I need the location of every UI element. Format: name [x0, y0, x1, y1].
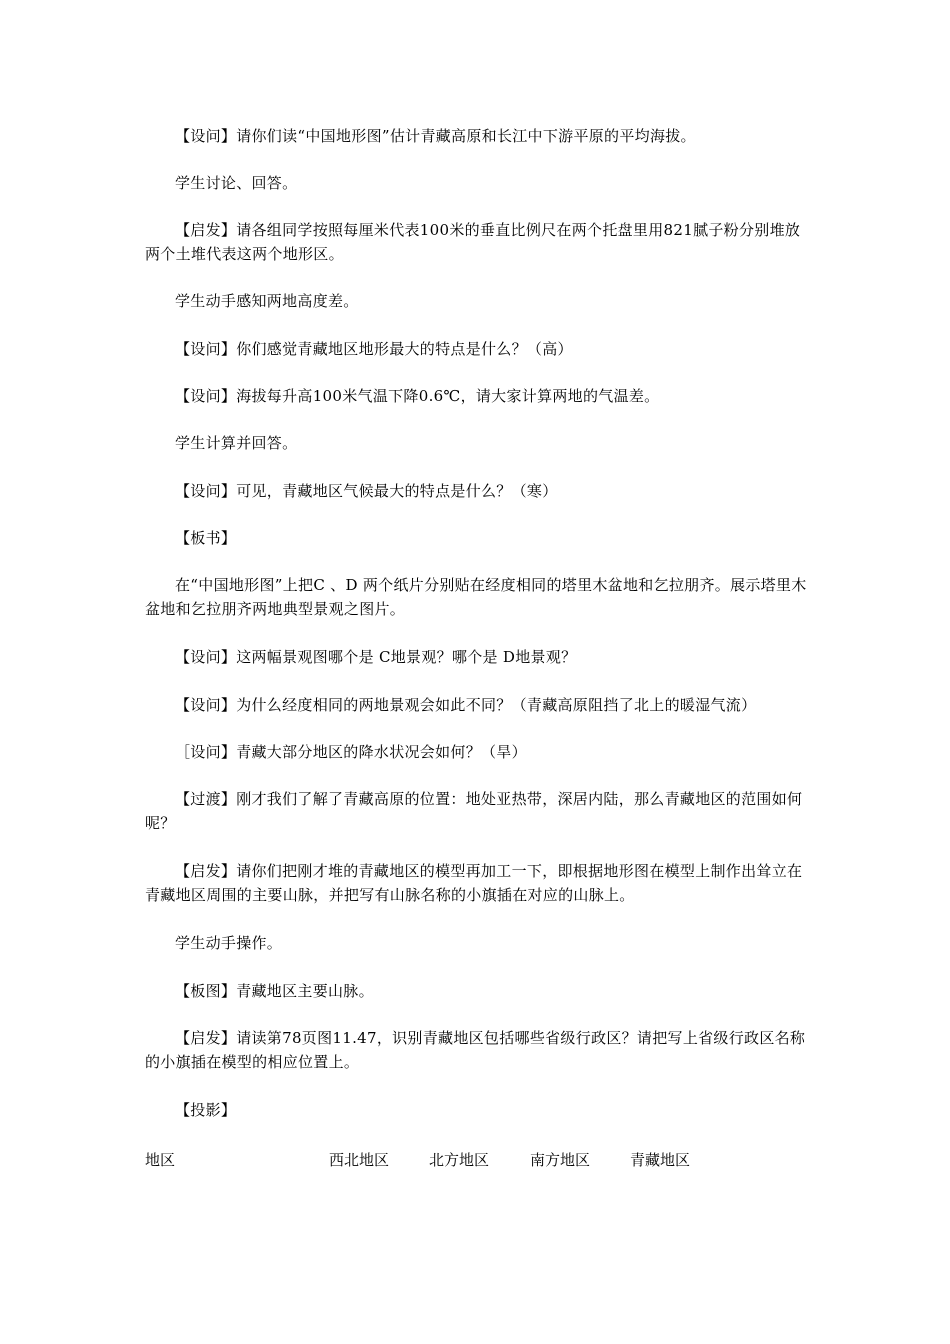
paragraph-15: 【启发】请你们把刚才堆的青藏地区的模型再加工一下，即根据地形图在模型上制作出耸立在青藏地区周围的主要山脉，并把写有山脉名称的小旗插在对应的山脉上。 — [145, 862, 803, 904]
paragraph-3: 【启发】请各组同学按照每厘米代表100米的垂直比例尺在两个托盘里用821腻子粉分别堆放两个土堆代表这两个地形区。 — [145, 221, 801, 263]
table-header-cell: 青藏地区 — [630, 1151, 691, 1169]
paragraph-17: 【板图】青藏地区主要山脉。 — [175, 982, 374, 1000]
table-header-cell: 西北地区 — [329, 1151, 390, 1169]
paragraph-11: 【设问】这两幅景观图哪个是 C地景观？哪个是 D地景观？ — [175, 648, 577, 666]
paragraph-14: 【过渡】刚才我们了解了青藏高原的位置：地处亚热带，深居内陆，那么青藏地区的范围如何呢？ — [145, 790, 803, 832]
paragraph-7: 学生计算并回答。 — [175, 434, 298, 452]
table-header-cell: 南方地区 — [530, 1151, 591, 1169]
paragraph-1: 【设问】请你们读“中国地形图”估计青藏高原和长江中下游平原的平均海拔。 — [175, 127, 696, 145]
table-header-cell: 北方地区 — [429, 1151, 490, 1169]
table-header-row — [145, 1148, 810, 1172]
paragraph-9: 【板书】 — [175, 529, 237, 547]
paragraph-4: 学生动手感知两地高度差。 — [175, 292, 359, 310]
paragraph-5: 【设问】你们感觉青藏地区地形最大的特点是什么？（高） — [175, 340, 573, 358]
table-header-cell: 地区 — [145, 1151, 176, 1169]
paragraph-13: ［设问】青藏大部分地区的降水状况会如何？（旱） — [175, 743, 527, 761]
paragraph-16: 学生动手操作。 — [175, 934, 283, 952]
paragraph-8: 【设问】可见，青藏地区气候最大的特点是什么？（寒） — [175, 482, 558, 500]
paragraph-19: 【投影】 — [175, 1101, 237, 1119]
paragraph-10: 在“中国地形图”上把C 、D 两个纸片分别贴在经度相同的塔里木盆地和乞拉朋齐。展示塔里木盆地和乞拉朋齐两地典型景观之图片。 — [145, 576, 807, 618]
paragraph-6: 【设问】海拔每升高100米气温下降0.6℃，请大家计算两地的气温差。 — [175, 387, 660, 405]
paragraph-18: 【启发】请读第78页图11.47，识别青藏地区包括哪些省级行政区？请把写上省级行政区名称的小旗插在模型的相应位置上。 — [145, 1029, 806, 1071]
paragraph-12: 【设问】为什么经度相同的两地景观会如此不同？（青藏高原阻挡了北上的暖湿气流） — [175, 696, 757, 714]
paragraph-2: 学生讨论、回答。 — [175, 174, 298, 192]
